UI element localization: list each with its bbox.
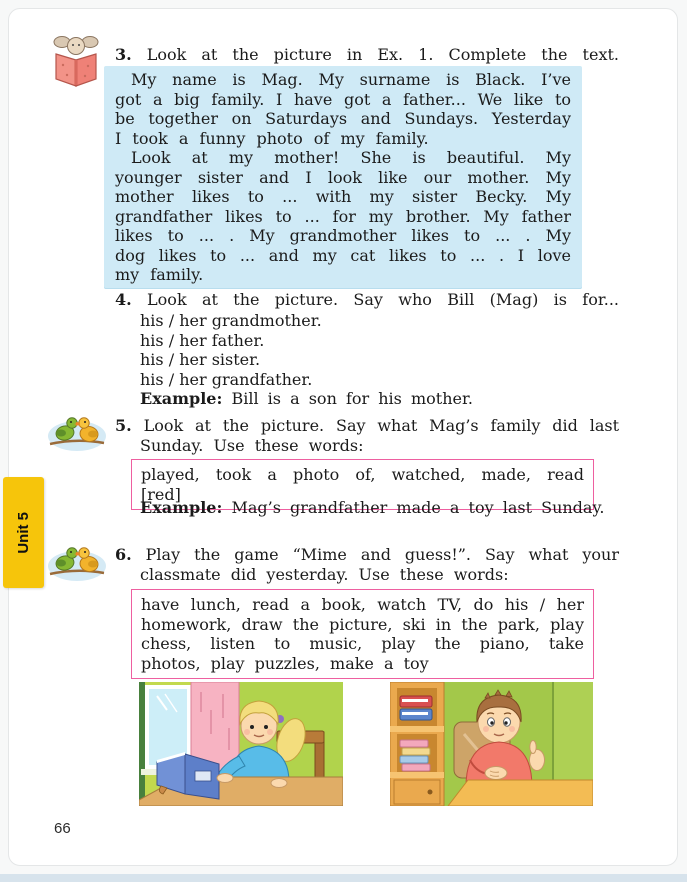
example-label: Example: — [140, 389, 223, 408]
exercise4-options — [104, 311, 583, 389]
option-line: his / her grandmother. — [140, 311, 322, 330]
exercise6-word-box: have lunch, read a book, watch TV, do his / her homework, draw the picture, ski in the park, play chess, listen to music, play the piano, take photos, play puzzles, make a toy — [131, 589, 594, 679]
example-label: Example: — [140, 498, 223, 517]
exercise5-number: 5. — [115, 416, 132, 435]
option-line: his / her sister. — [140, 350, 261, 369]
exercise3-title — [104, 45, 619, 65]
unit-tab-label: Unit 5 — [15, 511, 32, 554]
exercise6-title — [104, 545, 619, 584]
exercise5-title — [104, 416, 619, 455]
girl-reading-illustration — [139, 682, 343, 806]
passage-paragraph-2: Look at my mother! She is beautiful. My younger sister and I look like our mother. My mother likes to ... with my sister Becky. My grandfather likes to ... for my brother. My father likes to ... . My grandmother likes to ... . My dog likes to ... and my cat likes to ... . I love my family. — [115, 148, 571, 284]
reading-book-icon — [52, 33, 100, 89]
example-text: Bill is a son for his mother. — [231, 389, 473, 408]
page-edge-strip — [0, 874, 687, 882]
option-line: his / her grandfather. — [140, 369, 313, 389]
exercise4-example — [104, 389, 687, 409]
exercise5-example — [104, 498, 687, 518]
exercise4-number: 4. — [115, 290, 132, 309]
option-line: his / her father. — [140, 330, 265, 350]
exercise6-number: 6. — [115, 545, 132, 564]
passage-paragraph-1: My name is Mag. My surname is Black. I’ve got a big family. I have got a father... We like to be together on Saturdays and Sundays. Yesterday I took a funny photo of my family. — [115, 70, 571, 148]
pairwork-birds-icon — [46, 540, 108, 584]
boy-gesturing-illustration — [390, 682, 593, 806]
exercise3-passage-box — [104, 66, 582, 289]
exercise4-title-text: Look at the picture. Say who Bill (Mag) is for... — [147, 290, 620, 309]
pairwork-birds-icon — [46, 410, 108, 454]
exercise5-word-box: played, took a photo of, watched, made, read [red] — [131, 459, 594, 510]
exercise6-title-text: Play the game “Mime and guess!”. Say what your classmate did yesterday. Use these words: — [140, 545, 619, 584]
page-number: 66 — [54, 820, 71, 837]
unit-tab — [3, 477, 44, 588]
exercise4-title — [104, 290, 619, 310]
exercise3-number: 3. — [115, 45, 132, 64]
exercise5-title-text: Look at the picture. Say what Mag’s family did last Sunday. Use these words: — [140, 416, 620, 455]
exercise3-title-text: Look at the picture in Ex. 1. Complete the text. — [146, 45, 619, 64]
example-text: Mag’s grandfather made a toy last Sunday. — [231, 498, 605, 517]
